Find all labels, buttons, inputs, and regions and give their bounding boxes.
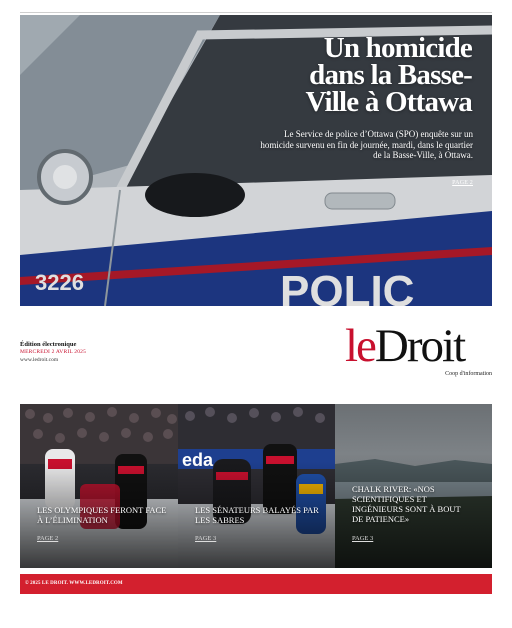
hockey-photo-senateurs bbox=[178, 404, 335, 568]
story-title: LES SÉNATEURS BALAYÉS PAR LES SABRES bbox=[195, 505, 319, 525]
top-divider bbox=[20, 12, 492, 13]
logo-droit: Droit bbox=[374, 320, 465, 372]
story-title: CHALK RIVER: «NOS SCIENTIFIQUES ET INGÉNIEURS SONT À BOUT DE PATIENCE» bbox=[352, 484, 461, 524]
hero-headline[interactable] bbox=[212, 32, 472, 118]
hero-headline-line: dans la Basse- bbox=[309, 59, 472, 91]
story-title: LES OLYMPIQUES FERONT FACE À L’ÉLIMINATION bbox=[37, 505, 167, 525]
logo-le: le bbox=[345, 320, 375, 372]
story-card-senateurs[interactable] bbox=[178, 404, 335, 568]
tagline: Coop d'information bbox=[445, 371, 492, 377]
story-card-olympiques[interactable] bbox=[20, 404, 178, 568]
story-page-link[interactable]: PAGE 3 bbox=[352, 535, 374, 542]
hero-description: Le Service de police d’Ottawa (SPO) enquête sur un homicide survenu en fin de journée, mardi, dans le quartier de la Basse-Ville, à Ottawa. bbox=[260, 129, 473, 160]
hero-headline-line: Ville à Ottawa bbox=[305, 86, 472, 118]
story-page-link[interactable]: PAGE 3 bbox=[195, 535, 217, 542]
ledroit-logo[interactable] bbox=[345, 322, 464, 370]
story-page-link[interactable]: PAGE 2 bbox=[37, 535, 59, 542]
hockey-photo-olympiques bbox=[20, 404, 178, 568]
footer-bar bbox=[20, 574, 492, 594]
hero-page-link[interactable]: PAGE 2 bbox=[452, 180, 473, 186]
hero-headline-line: Un homicide bbox=[323, 32, 472, 64]
story-card-chalk-river[interactable] bbox=[335, 404, 492, 568]
edition-label: Édition électronique bbox=[20, 341, 77, 348]
footer-copyright: © 2025 LE DROIT. WWW.LEDROIT.COM bbox=[25, 581, 123, 586]
website-link[interactable]: www.ledroit.com bbox=[20, 357, 59, 363]
issue-date: MERCREDI 2 AVRIL 2025 bbox=[20, 349, 87, 355]
hero-story[interactable] bbox=[20, 15, 492, 306]
